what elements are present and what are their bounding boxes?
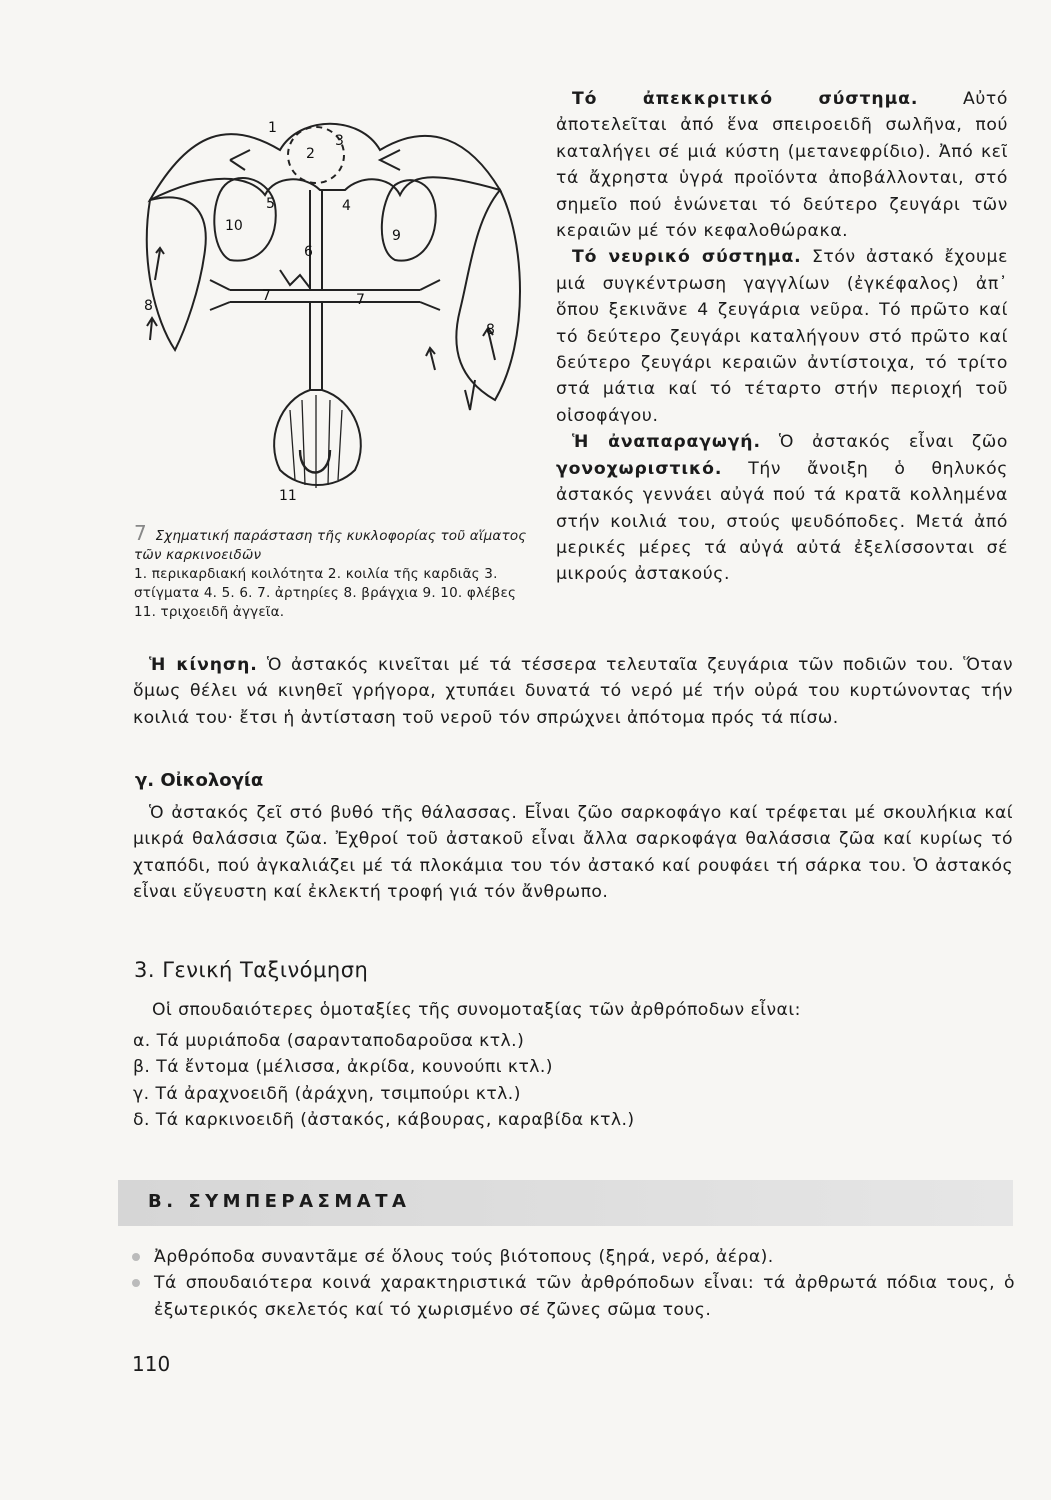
- page-number: 110: [132, 1352, 171, 1376]
- fig-label: 2: [306, 146, 315, 162]
- ecology-section: [133, 800, 1013, 906]
- fig-label: 4: [342, 198, 351, 214]
- fig-label: 6: [304, 244, 313, 260]
- figure-title: Σχηματική παράσταση τῆς κυκλοφορίας τοῦ αἵματος τῶν καρκινοειδῶν: [134, 528, 527, 563]
- list-item: α. Τά μυριάποδα (σαρανταποδαροῦσα κτλ.): [133, 1031, 525, 1051]
- reproduction-paragraph: Ἡ ἀναπαραγωγή. Ὁ ἀστακός εἶναι ζῶο γονοχωριστικό. Τήν ἄνοιξη ὁ θηλυκός ἀστακός γεννάει αὐγά πού τά κρατᾶ κολλημένα στήν κοιλιά του, στούς ψευδόποδες. Μετά ἀπό μερικές μέρες τά αὐγά αὐτά ἐξελίσσονται σέ μικρούς ἀστακούς.: [556, 432, 1008, 585]
- right-column: [556, 86, 1008, 588]
- conclusions-heading: Β. ΣΥΜΠΕΡΑΣΜΑΤΑ: [148, 1191, 411, 1212]
- fig-label: 11: [279, 488, 297, 504]
- movement-section: [133, 652, 1013, 731]
- fig-label: 8: [486, 322, 495, 338]
- fig-label: 8: [144, 298, 153, 314]
- classification-intro: Οἱ σπουδαιότερες ὁμοταξίες τῆς συνομοταξίας τῶν ἀρθρόποδων εἶναι:: [152, 1000, 801, 1020]
- ecology-heading: γ. Οἰκολογία: [135, 770, 264, 791]
- ecology-paragraph: Ὁ ἀστακός ζεῖ στό βυθό τῆς θάλασσας. Εἶναι ζῶο σαρκοφάγο καί τρέφεται μέ σκουλήκια καί μικρά θαλάσσια ζῶα. Ἐχθροί τοῦ ἀστακοῦ εἶναι ἄλλα σαρκοφάγα θαλάσσια ζῶα καί κυρίως τό χταπόδι, πού ἀγκαλιάζει μέ τά πλοκάμια του τόν ἀστακό καί ρουφάει τή σάρκα του. Ὁ ἀστακός εἶναι εὔγευστη καί ἐκλεκτή τροφή γιά τόν ἄνθρωπο.: [133, 803, 1013, 903]
- bullet-icon: [132, 1253, 140, 1261]
- fig-label: 7: [356, 292, 365, 308]
- classification-list: [133, 1028, 635, 1134]
- fig-label: 1: [268, 120, 277, 136]
- fig-label: 3: [335, 133, 344, 149]
- figure-caption: [134, 521, 534, 622]
- list-item: δ. Τά καρκινοειδῆ (ἀστακός, κάβουρας, καραβίδα κτλ.): [133, 1110, 635, 1131]
- bullet-icon: [132, 1279, 140, 1287]
- fig-label: 5: [266, 196, 275, 212]
- fig-label: 7: [262, 288, 271, 304]
- figure-number: 7: [134, 521, 147, 545]
- conclusions-list: [130, 1244, 1015, 1323]
- fig-label: 9: [392, 228, 401, 244]
- classification-heading: 3. Γενική Ταξινόμηση: [134, 958, 369, 982]
- fig-label: 10: [225, 218, 243, 234]
- list-item: β. Τά ἔντομα (μέλισσα, ἀκρίδα, κουνούπι κτλ.): [133, 1057, 553, 1078]
- movement-paragraph: Ἡ κίνηση. Ὁ ἀστακός κινεῖται μέ τά τέσσερα τελευταῖα ζευγάρια τῶν ποδιῶν του. Ὅταν ὅμως θέλει νά κινηθεῖ γρήγορα, χτυπάει δυνατά τό νερό μέ τήν οὐρά του κυρτώνοντας τήν κοιλιά του· ἔτσι ἡ ἀντίσταση τοῦ νεροῦ τόν σπρώχνει ἀπότομα πρός τά πίσω.: [133, 655, 1014, 728]
- list-item: γ. Τά ἀραχνοειδῆ (ἀράχνη, τσιμπούρι κτλ.): [133, 1083, 521, 1104]
- circulation-diagram: [130, 90, 530, 510]
- figure-legend: 1. περικαρδιακή κοιλότητα 2. κοιλία τῆς καρδιᾶς 3. στίγματα 4. 5. 6. 7. ἀρτηρίες 8. βράγχια 9. 10. φλέβες 11. τριχοειδῆ ἀγγεῖα.: [134, 566, 517, 620]
- list-item: Ἀρθρόποδα συναντᾶμε σέ ὅλους τούς βιότοπους (ξηρά, νερό, ἀέρα).: [130, 1244, 1015, 1270]
- nervous-paragraph: Τό νευρικό σύστημα. Στόν ἀστακό ἔχουμε μιά συγκέντρωση γαγγλίων (ἐγκέφαλος) ἀπ᾽ ὅπου ξεκινᾶνε 4 ζευγάρια νεῦρα. Τό πρῶτο καί τό δεύτερο ζευγάρι καταλήγουν στό πρῶτο καί δεύτερο ζευγάρι κεραιῶν ἀντίστοιχα, τό τρίτο στά μάτια καί τό τέταρτο στήν περιοχή τοῦ οἰσοφάγου.: [556, 247, 1008, 426]
- list-item: Τά σπουδαιότερα κοινά χαρακτηριστικά τῶν ἀρθρόποδων εἶναι: τά ἀρθρωτά πόδια τους, ὁ ἐξωτερικός σκελετός καί τό χωρισμένο σέ ζῶνες σῶμα τους.: [130, 1270, 1015, 1323]
- excretory-paragraph: Τό ἀπεκκριτικό σύστημα. Αὐτό ἀποτελεῖται ἀπό ἕνα σπειροειδῆ σωλῆνα, πού καταλήγει σέ μιά κύστη (μετανεφρίδιο). Ἀπό κεῖ τά ἄχρηστα ὑγρά προϊόντα ἀποβάλλονται, στό σημεῖο πού ἑνώνεται τό δεύτερο ζευγάρι τῶν κεραιῶν μέ τόν κεφαλοθώρακα.: [556, 89, 1008, 242]
